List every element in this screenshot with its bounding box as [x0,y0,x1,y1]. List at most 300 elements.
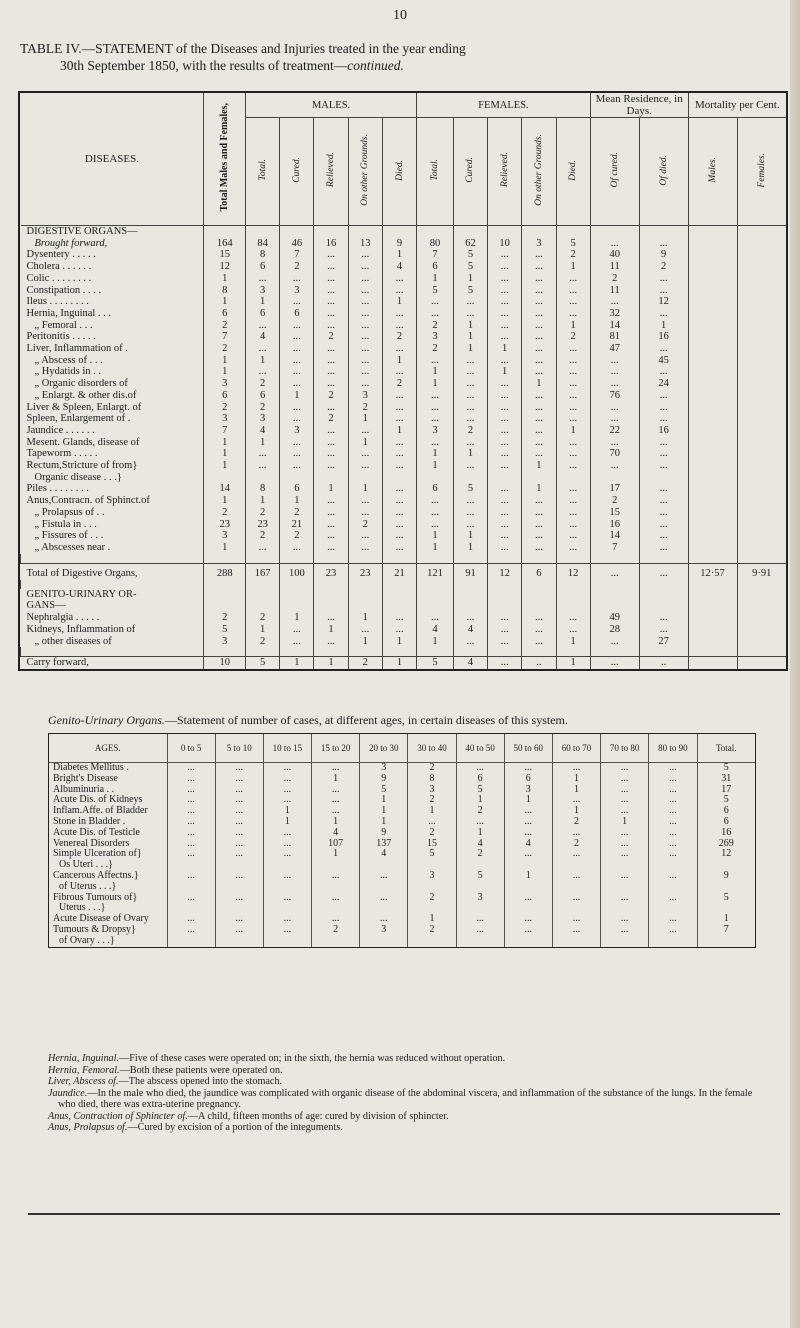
cell: ... [453,378,487,390]
cell: ... [556,448,590,460]
subheader-cell [245,118,279,226]
cell: ... [245,366,279,378]
cell: ... [639,483,688,495]
cell [737,636,786,648]
disease-statistics-table [20,93,786,669]
row-label: Kidneys, Inflammation of [26,623,136,635]
cell: 3 [280,425,314,437]
age-cell: ... [601,849,649,860]
age-row [49,893,755,904]
table-row [21,343,787,355]
age-cell [456,882,504,893]
subheader-cell [280,118,314,226]
empty-cell [737,589,786,601]
empty-cell [417,554,454,564]
cell [688,308,737,320]
age-cell: ... [649,893,697,904]
cell: 1 [245,495,279,507]
section-row [21,600,787,612]
page-edge [790,0,800,1328]
cell [737,285,786,297]
cell: ... [453,519,487,531]
table-row [21,378,787,390]
row-label: „ other diseases of [34,635,112,647]
cell: 1 [204,273,246,285]
age-cell: ... [456,925,504,936]
cell: 1 [417,636,454,648]
cell: 3 [204,636,246,648]
cell: ... [382,460,416,472]
cell: 12·57 [688,563,737,580]
cell: ... [453,460,487,472]
cell: 23 [348,563,382,580]
cell: 1 [639,320,688,332]
cell: ... [639,542,688,554]
row-label: Rectum,Stricture of from} [26,460,138,472]
cell: ... [314,366,348,378]
cell: ... [382,343,416,355]
age-cell: ... [649,774,697,785]
subheader-label: Total. [257,159,268,181]
cell: ... [245,273,279,285]
cell: 1 [453,331,487,343]
cell: ... [348,507,382,519]
cell: 91 [453,563,487,580]
cell: 1 [522,483,556,495]
cell: ... [348,425,382,437]
age-cell: 2 [408,795,456,806]
cell: 1 [522,378,556,390]
cell [688,355,737,367]
cell: ... [280,437,314,449]
cell: 62 [453,238,487,250]
age-cell: ... [649,817,697,828]
cell [688,612,737,624]
age-cell: 2 [408,828,456,839]
age-cell: ... [649,914,697,925]
age-row [49,860,755,871]
age-row-label: Albuminuria . . [53,783,115,795]
disease-table-body [21,226,787,669]
cell [737,657,786,669]
cell [737,249,786,261]
cell: 3 [417,425,454,437]
age-cell: 1 [312,817,360,828]
cell: 1 [280,495,314,507]
cell: ... [280,402,314,414]
table-row [21,483,787,495]
cell: 6 [204,390,246,402]
cell: 16 [639,331,688,343]
cell: 40 [590,249,639,261]
cell: ... [453,413,487,425]
subheader-cell [453,118,487,226]
cell: ... [314,355,348,367]
age-cell: ... [167,806,215,817]
age-cell: 4 [360,849,408,860]
cell: ... [314,285,348,297]
age-table-body [49,763,755,947]
cell: ... [382,413,416,425]
age-cell [360,882,408,893]
cell [737,402,786,414]
cell: 6 [417,261,454,273]
age-cell: 3 [504,785,552,796]
carry-forward-row [21,657,787,669]
age-cell: 12 [697,849,755,860]
cell: 5 [204,624,246,636]
cell: ... [314,530,348,542]
cell: ... [522,402,556,414]
cell: 1 [245,624,279,636]
age-cell: ... [504,806,552,817]
row-label: Piles . . . . . . . . [26,483,89,495]
footnote [48,1053,758,1065]
row-label: Colic . . . . . . . . [26,272,92,284]
cell: 23 [314,563,348,580]
cell [688,285,737,297]
subheader-label: Died. [568,159,579,181]
cell: ... [488,542,522,554]
age-cell: ... [312,914,360,925]
empty-cell [382,647,416,657]
cell: 1 [314,483,348,495]
table-row [21,612,787,624]
empty-cell [453,580,487,589]
age-row-label: Venereal Disorders [53,837,130,849]
age-cell: ... [215,817,263,828]
cell: ... [453,366,487,378]
footnote-label: Liver, Abscess of. [48,1076,119,1087]
age-cell: 8 [408,774,456,785]
cell: ... [280,413,314,425]
cell: 164 [204,238,246,250]
age-cell: ... [167,849,215,860]
cell: 16 [314,238,348,250]
empty-cell [280,600,314,612]
cell: 9 [639,249,688,261]
cell [688,519,737,531]
cell: ... [314,636,348,648]
cell [688,378,737,390]
cell: ... [522,530,556,542]
cell: 3 [245,285,279,297]
age-cell [504,936,552,947]
table-row [21,413,787,425]
cell: ... [314,296,348,308]
cell: ... [556,308,590,320]
cell [688,402,737,414]
cell: ... [488,636,522,648]
age-cell [215,882,263,893]
cell: ... [348,448,382,460]
cell: 4 [453,657,487,669]
cell: ... [382,624,416,636]
cell [688,390,737,402]
table-row [21,366,787,378]
age-cell: 1 [360,795,408,806]
cell: 1 [348,437,382,449]
age-cell: ... [215,849,263,860]
cell: 1 [453,542,487,554]
age-cell [649,936,697,947]
empty-cell [488,647,522,657]
cell: 2 [314,331,348,343]
cell: ... [556,495,590,507]
cell: 1 [204,495,246,507]
age-cell [552,882,600,893]
footnote [48,1088,758,1111]
empty-cell [280,647,314,657]
age-cell: ... [649,839,697,850]
cell: ... [314,320,348,332]
age-row-label: Cancerous Affectns.} [53,869,139,881]
cell: ... [314,343,348,355]
age-cell: 2 [456,806,504,817]
cell: 16 [639,425,688,437]
subheader-label: Relieved. [326,152,337,188]
age-cell: ... [601,763,649,774]
table-row [21,472,787,484]
age-cell: 4 [312,828,360,839]
cell: ... [382,530,416,542]
header-males: MALES. [245,93,416,118]
age-cell: ... [263,828,311,839]
spacer-row [21,580,787,589]
section-title: DIGESTIVE ORGANS— [26,226,138,237]
age-cell: 5 [697,795,755,806]
table-row [21,273,787,285]
table-row [21,460,787,472]
age-cell: ... [456,817,504,828]
age-cell: ... [552,914,600,925]
footnote-text: —The abscess opened into the stomach. [118,1076,283,1087]
cell: ... [522,542,556,554]
cell: ... [556,530,590,542]
cell: ... [522,636,556,648]
cell [688,483,737,495]
cell [688,448,737,460]
cell: 1 [245,437,279,449]
cell: 2 [204,343,246,355]
table-row [21,390,787,402]
cell: 24 [639,378,688,390]
cell: 121 [417,563,454,580]
cell: ... [590,657,639,669]
cell: 4 [245,331,279,343]
cell: .. [639,657,688,669]
empty-cell [590,600,639,612]
cell: 15 [590,507,639,519]
cell: ... [522,249,556,261]
empty-cell [522,580,556,589]
cell: ... [280,320,314,332]
age-cell: ... [312,795,360,806]
age-cell: ... [215,785,263,796]
cell: 7 [280,249,314,261]
age-cell: 1 [601,817,649,828]
age-cell [312,936,360,947]
row-label: Brought forward, [34,237,108,249]
age-cell: 1 [360,806,408,817]
age-cell: ... [263,839,311,850]
genito-urinary-title: Genito-Urinary Organs.—Statement of number of cases, at different ages, in certain diseases of this system. [48,713,568,727]
cell: 2 [590,495,639,507]
subheader-label: Of died. [658,154,669,186]
cell: 4 [245,425,279,437]
cell [688,343,737,355]
age-cell: 2 [456,849,504,860]
empty-cell [522,600,556,612]
cell: 1 [280,390,314,402]
empty-cell [488,600,522,612]
cell: 3 [348,390,382,402]
cell: 2 [245,612,279,624]
age-cell: ... [504,914,552,925]
empty-cell [245,647,279,657]
cell: ... [348,460,382,472]
age-cell: ... [215,806,263,817]
cell: ... [453,390,487,402]
page-number: 10 [393,8,407,23]
cell: ... [245,320,279,332]
cell: 1 [556,261,590,273]
cell: ... [590,636,639,648]
cell: ... [488,249,522,261]
cell: ... [453,507,487,519]
cell: 22 [590,425,639,437]
cell: 1 [382,636,416,648]
age-cell: ... [601,925,649,936]
cell [688,249,737,261]
empty-cell [204,600,246,612]
age-cell: 9 [360,774,408,785]
cell: 2 [280,507,314,519]
age-cell: 107 [312,839,360,850]
subheader-label: Cured. [291,157,302,183]
cell: ... [556,507,590,519]
cell: 14 [590,530,639,542]
cell: ... [590,366,639,378]
cell: ... [382,507,416,519]
cell: 1 [314,657,348,669]
age-header-cell: 30 to 40 [408,734,456,763]
empty-cell [453,226,487,238]
cell: ... [639,343,688,355]
age-cell [312,882,360,893]
cell: ... [453,437,487,449]
cell: 100 [280,563,314,580]
cell: ... [488,483,522,495]
age-row-label: Diabetes Mellitus . [53,762,129,773]
cell: ... [348,320,382,332]
age-row [49,871,755,882]
age-cell: ... [504,849,552,860]
empty-cell [688,647,737,657]
cell: 10 [488,238,522,250]
age-cell: ... [649,763,697,774]
cell [737,261,786,273]
subheader-cell [556,118,590,226]
cell: ... [314,507,348,519]
row-label: „ Hydatids in . . [34,366,101,378]
age-row-label: of Ovary . . .} [59,934,115,946]
table-row [21,320,787,332]
cell [688,636,737,648]
cell: ... [639,612,688,624]
age-cell: 1 [263,817,311,828]
empty-cell [280,589,314,601]
age-row-label: Uterus . . .} [59,902,106,914]
cell [737,378,786,390]
age-row [49,828,755,839]
age-cell: ... [649,871,697,882]
cell: 32 [590,308,639,320]
empty-cell [639,589,688,601]
age-cell: 1 [456,828,504,839]
cell: ... [348,624,382,636]
cell: ... [522,273,556,285]
cell: 1 [453,320,487,332]
cell: 2 [348,657,382,669]
cell [737,390,786,402]
subheader-cell [737,118,786,226]
age-cell [456,936,504,947]
cell: ... [314,519,348,531]
header-females: FEMALES. [417,93,591,118]
cell: ... [280,273,314,285]
age-cell: 1 [408,914,456,925]
age-cell: 3 [360,763,408,774]
cell: 9 [382,238,416,250]
section-title: GENITO-URINARY OR- [26,588,137,600]
empty-cell [688,554,737,564]
age-cell: ... [552,763,600,774]
age-cell: 3 [456,893,504,904]
empty-cell [556,226,590,238]
cell: 3 [280,285,314,297]
cell: ... [556,378,590,390]
cell [737,483,786,495]
cell: ... [639,390,688,402]
footnote-label: Hernia, Inguinal. [48,1053,120,1064]
cell [737,308,786,320]
table-row [21,507,787,519]
footnote-label: Jaundice. [48,1087,88,1099]
age-cell: 6 [456,774,504,785]
cell: 1 [382,249,416,261]
age-header-cell: 40 to 50 [456,734,504,763]
empty-cell [245,580,279,589]
age-cell: ... [601,828,649,839]
age-cell: ... [312,871,360,882]
cell [737,624,786,636]
age-cell: ... [215,828,263,839]
disease-table [18,91,788,671]
section-title: GANS— [26,600,66,612]
cell: ... [382,320,416,332]
row-label: Mesent. Glands, disease of [26,436,140,448]
cell: ... [417,296,454,308]
cell: 2 [348,519,382,531]
cell [737,495,786,507]
empty-cell [737,580,786,589]
empty-cell [522,647,556,657]
subheader-cell [688,118,737,226]
cell: 3 [522,238,556,250]
age-cell: 3 [408,871,456,882]
cell: 2 [280,261,314,273]
